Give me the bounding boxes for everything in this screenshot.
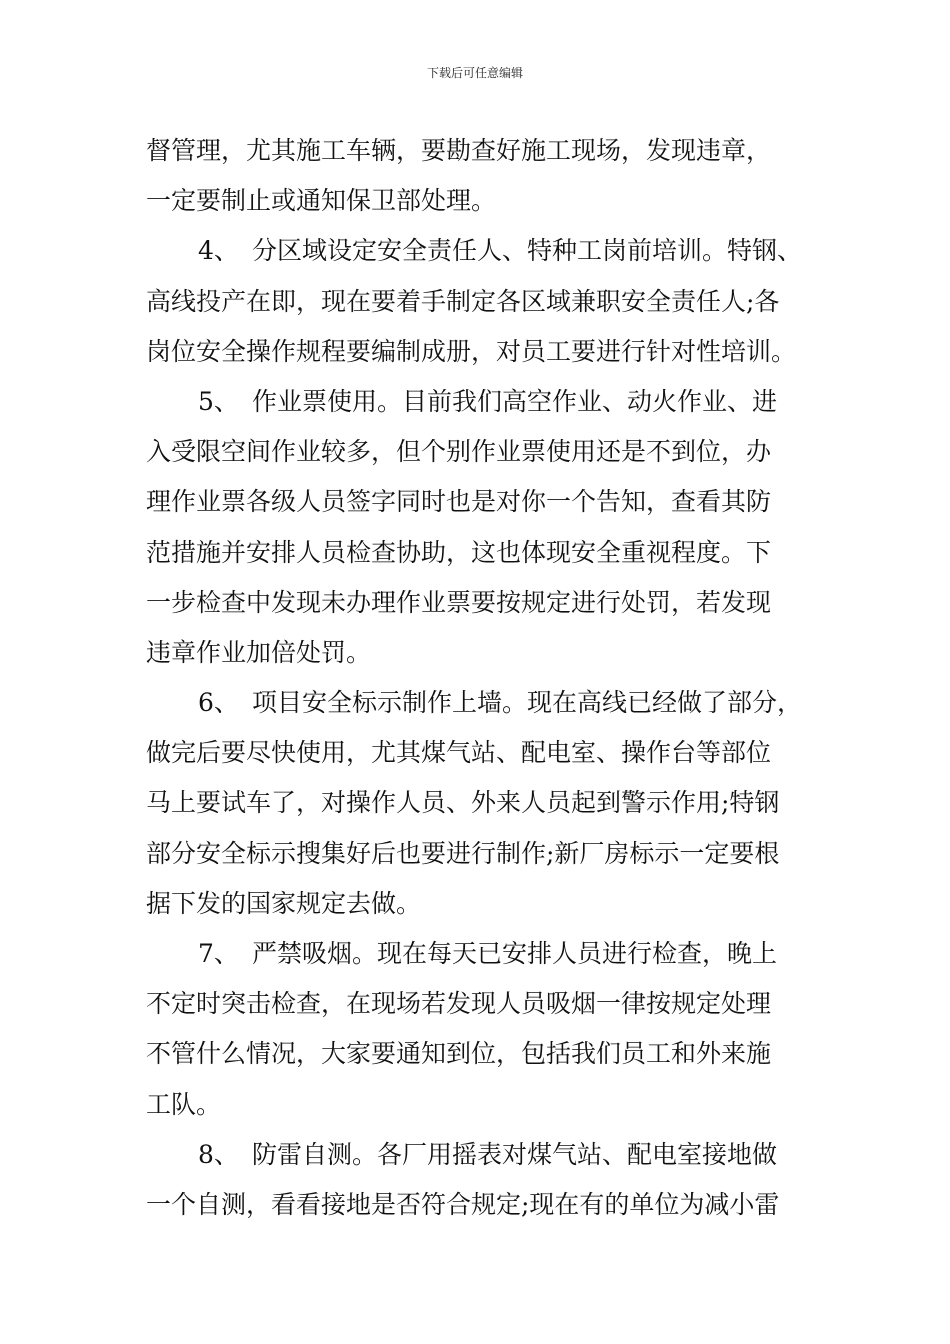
line-text: 岗位安全操作规程要编制成册，对员工要进行针对性培训。 [146,336,797,366]
text-line [146,829,836,879]
document-body [146,126,836,1230]
line-text: 作业票使用。目前我们高空作业、动火作业、进 [252,386,778,416]
page-header: 下载后可任意编辑 [426,66,523,80]
line-text: 范措施并安排人员检查协助，这也体现安全重视程度。下 [146,537,772,567]
line-text: 据下发的国家规定去做。 [146,888,422,918]
list-number: 6、 [198,688,239,718]
list-item-6 [146,678,836,728]
line-text: 督管理，尤其施工车辆，要勘查好施工现场，发现违章， [146,136,772,165]
text-line [146,477,836,527]
text-line [146,176,836,226]
line-text: 马上要试车了，对操作人员、外来人员起到警示作用;特钢 [146,788,780,818]
line-text: 不管什么情况，大家要通知到位，包括我们员工和外来施 [146,1039,772,1069]
line-text: 高线投产在即，现在要着手制定各区域兼职安全责任人;各 [146,286,780,316]
list-number: 4、 [198,236,239,266]
line-text: 工队。 [146,1089,222,1119]
line-text: 项目安全标示制作上墙。现在高线已经做了部分， [252,688,803,718]
text-line [146,1080,836,1130]
line-text: 防雷自测。各厂用摇表对煤气站、配电室接地做 [252,1139,778,1169]
list-item-7 [146,929,836,979]
text-line [146,528,836,578]
text-line [146,728,836,778]
list-number: 5、 [198,386,239,416]
line-text: 分区域设定安全责任人、特种工岗前培训。特钢、 [252,236,803,266]
text-line [146,578,836,628]
text-line [146,628,836,678]
line-text: 理作业票各级人员签字同时也是对你一个告知，查看其防 [146,487,772,517]
list-number: 7、 [198,939,239,968]
text-line [146,126,836,176]
text-line [146,778,836,828]
text-line [146,327,836,377]
line-text: 严禁吸烟。现在每天已安排人员进行检查，晚上 [252,939,778,968]
list-item-8 [146,1130,836,1180]
list-item-4 [146,226,836,276]
text-line [146,1029,836,1079]
line-text: 入受限空间作业较多，但个别作业票使用还是不到位，办 [146,437,772,467]
text-line [146,427,836,477]
text-line [146,979,836,1029]
list-item-5 [146,377,836,427]
line-text: 一定要制止或通知保卫部处理。 [146,186,497,216]
line-text: 一步检查中发现未办理作业票要按规定进行处罚，若发现 [146,587,772,617]
line-text: 部分安全标示搜集好后也要进行制作;新厂房标示一定要根 [146,838,780,868]
text-line [146,879,836,929]
line-text: 不定时突击检查，在现场若发现人员吸烟一律按规定处理 [146,989,772,1019]
line-text: 一个自测，看看接地是否符合规定;现在有的单位为减小雷 [146,1189,780,1219]
text-line [146,1180,836,1230]
text-line [146,277,836,327]
list-number: 8、 [198,1139,239,1169]
line-text: 违章作业加倍处罚。 [146,637,372,667]
line-text: 做完后要尽快使用，尤其煤气站、配电室、操作台等部位 [146,738,772,768]
